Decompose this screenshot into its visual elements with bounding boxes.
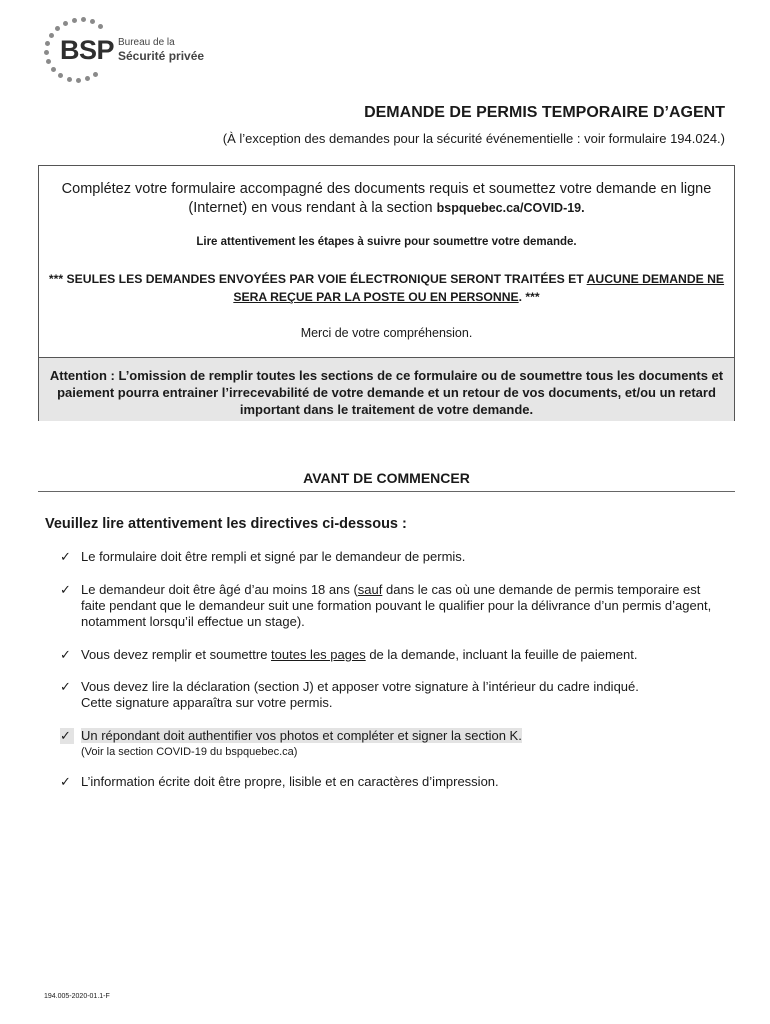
notice-thanks: Merci de votre compréhension.	[300, 326, 473, 340]
checkmark-icon: ✓	[60, 774, 71, 789]
highlighted-directive: Un répondant doit authentifier vos photos et compléter et signer la section K.	[81, 728, 522, 743]
checkmark-icon: ✓	[60, 647, 71, 662]
bsp-logo	[44, 16, 224, 82]
directive-note: (Voir la section COVID-19 du bspquebec.ca)	[81, 746, 298, 758]
directives-intro: Veuillez lire attentivement les directives ci-dessous :	[45, 516, 407, 532]
directive-text: Vous devez lire la déclaration (section J) et apposer votre signature à l’intérieur du cadre indiqué. Cette signature apparaîtra sur votre permis.	[81, 679, 639, 710]
section-divider	[38, 491, 735, 492]
underlined-term: sauf	[357, 582, 383, 597]
underlined-term: toutes les pages	[271, 647, 366, 662]
directive-text: Le demandeur doit être âgé d’au moins 18 ans (sauf dans le cas où une demande de permis temporaire est faite pendant que le demandeur suit une formation pouvant le qualifier pour la délivrance d’un permis d’agent, notamment lorsqu’il effectue un stage).	[81, 582, 712, 629]
notice-instructions-text: Complétez votre formulaire accompagné des documents requis et soumettez votre demande en ligne (Internet) en vous rendant à la section	[61, 181, 712, 216]
notice-electronic-only	[45, 270, 728, 306]
notice-no-mail: AUCUNE DEMANDE NE SERA REÇUE PAR LA POSTE OU EN PERSONNE	[233, 272, 725, 304]
directive-text: Le formulaire doit être rempli et signé par le demandeur de permis.	[81, 549, 466, 564]
checkmark-icon: ✓	[60, 728, 74, 744]
directive-text	[81, 728, 721, 760]
notice-main	[39, 166, 734, 358]
section-heading: AVANT DE COMMENCER	[303, 470, 470, 486]
checkmark-icon: ✓	[60, 549, 71, 564]
directive-text: Vous devez remplir et soumettre toutes les pages de la demande, incluant la feuille de paiement.	[81, 647, 638, 662]
form-title: DEMANDE DE PERMIS TEMPORAIRE D’AGENT	[364, 104, 725, 121]
attention-banner: Attention : L’omission de remplir toutes les sections de ce formulaire ou de soumettre tous les documents et paiement pourra entrainer l’irrecevabilité de votre demande et un retour de vos documents, et/ou un retard important dans le traitement de votre demande.	[39, 357, 734, 421]
logo-line1: Bureau de la	[118, 37, 175, 48]
notice-read-steps: Lire attentivement les étapes à suivre pour soumettre votre demande.	[196, 236, 577, 248]
logo-line2: Sécurité privée	[118, 49, 205, 63]
directive-text: L’information écrite doit être propre, lisible et en caractères d’impression.	[81, 774, 499, 789]
notice-instructions	[49, 180, 724, 218]
checkmark-icon: ✓	[60, 582, 71, 597]
logo-mark: BSP	[60, 35, 115, 65]
form-subtitle: (À l’exception des demandes pour la sécurité événementielle : voir formulaire 194.024.)	[222, 131, 725, 146]
covid-link[interactable]: bspquebec.ca/COVID-19.	[436, 201, 585, 215]
checkmark-icon: ✓	[60, 679, 71, 694]
notice-electronic-only-part1: *** SEULES LES DEMANDES ENVOYÉES PAR VOIE ÉLECTRONIQUE SERONT TRAITÉES ET	[48, 272, 587, 286]
form-code: 194.005-2020-01.1-F	[44, 993, 110, 1000]
notice-box	[38, 165, 735, 421]
notice-electronic-only-part2: . ***	[518, 290, 540, 304]
